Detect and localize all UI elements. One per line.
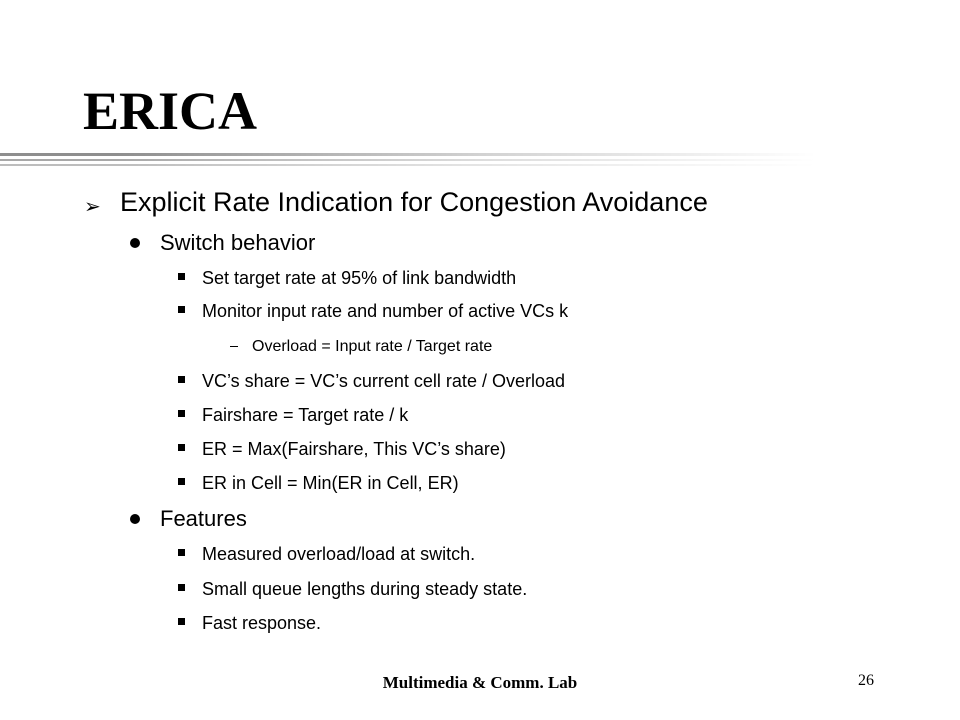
- bullet-text: Features: [160, 506, 247, 531]
- bullet-text: VC’s share = VC’s current cell rate / Overload: [202, 371, 565, 391]
- bullet-text: ER in Cell = Min(ER in Cell, ER): [202, 473, 459, 493]
- round-bullet-icon: [130, 238, 140, 248]
- square-bullet-icon: [178, 376, 185, 383]
- bullet-text: Overload = Input rate / Target rate: [252, 338, 493, 355]
- bullet-text: Measured overload/load at switch.: [202, 544, 476, 564]
- slide-footer: Multimedia & Comm. Lab: [382, 673, 578, 692]
- bullet-text: Monitor input rate and number of active VCs k: [202, 301, 569, 321]
- slide-title: ERICA: [83, 81, 258, 141]
- square-bullet-icon: [178, 273, 185, 280]
- round-bullet-icon: [130, 514, 140, 524]
- square-bullet-icon: [178, 549, 185, 556]
- square-bullet-icon: [178, 584, 185, 591]
- square-bullet-icon: [178, 410, 185, 417]
- square-bullet-icon: [178, 444, 185, 451]
- bullet-text: Fast response.: [202, 613, 322, 633]
- bullet-text: ER = Max(Fairshare, This VC’s share): [202, 439, 506, 459]
- square-bullet-icon: [178, 306, 185, 313]
- square-bullet-icon: [178, 618, 185, 625]
- divider-fade: [0, 151, 960, 171]
- dash-bullet-icon: [230, 346, 238, 347]
- bullet-text: Set target rate at 95% of link bandwidth: [202, 268, 517, 288]
- page-number: 26: [858, 672, 874, 689]
- bullet-text: Switch behavior: [160, 230, 316, 255]
- square-bullet-icon: [178, 478, 185, 485]
- bullet-text: Explicit Rate Indication for Congestion Avoidance: [120, 187, 708, 217]
- arrow-bullet-icon: ➢: [84, 196, 101, 218]
- bullet-text: Fairshare = Target rate / k: [202, 405, 409, 425]
- bullet-text: Small queue lengths during steady state.: [202, 579, 528, 599]
